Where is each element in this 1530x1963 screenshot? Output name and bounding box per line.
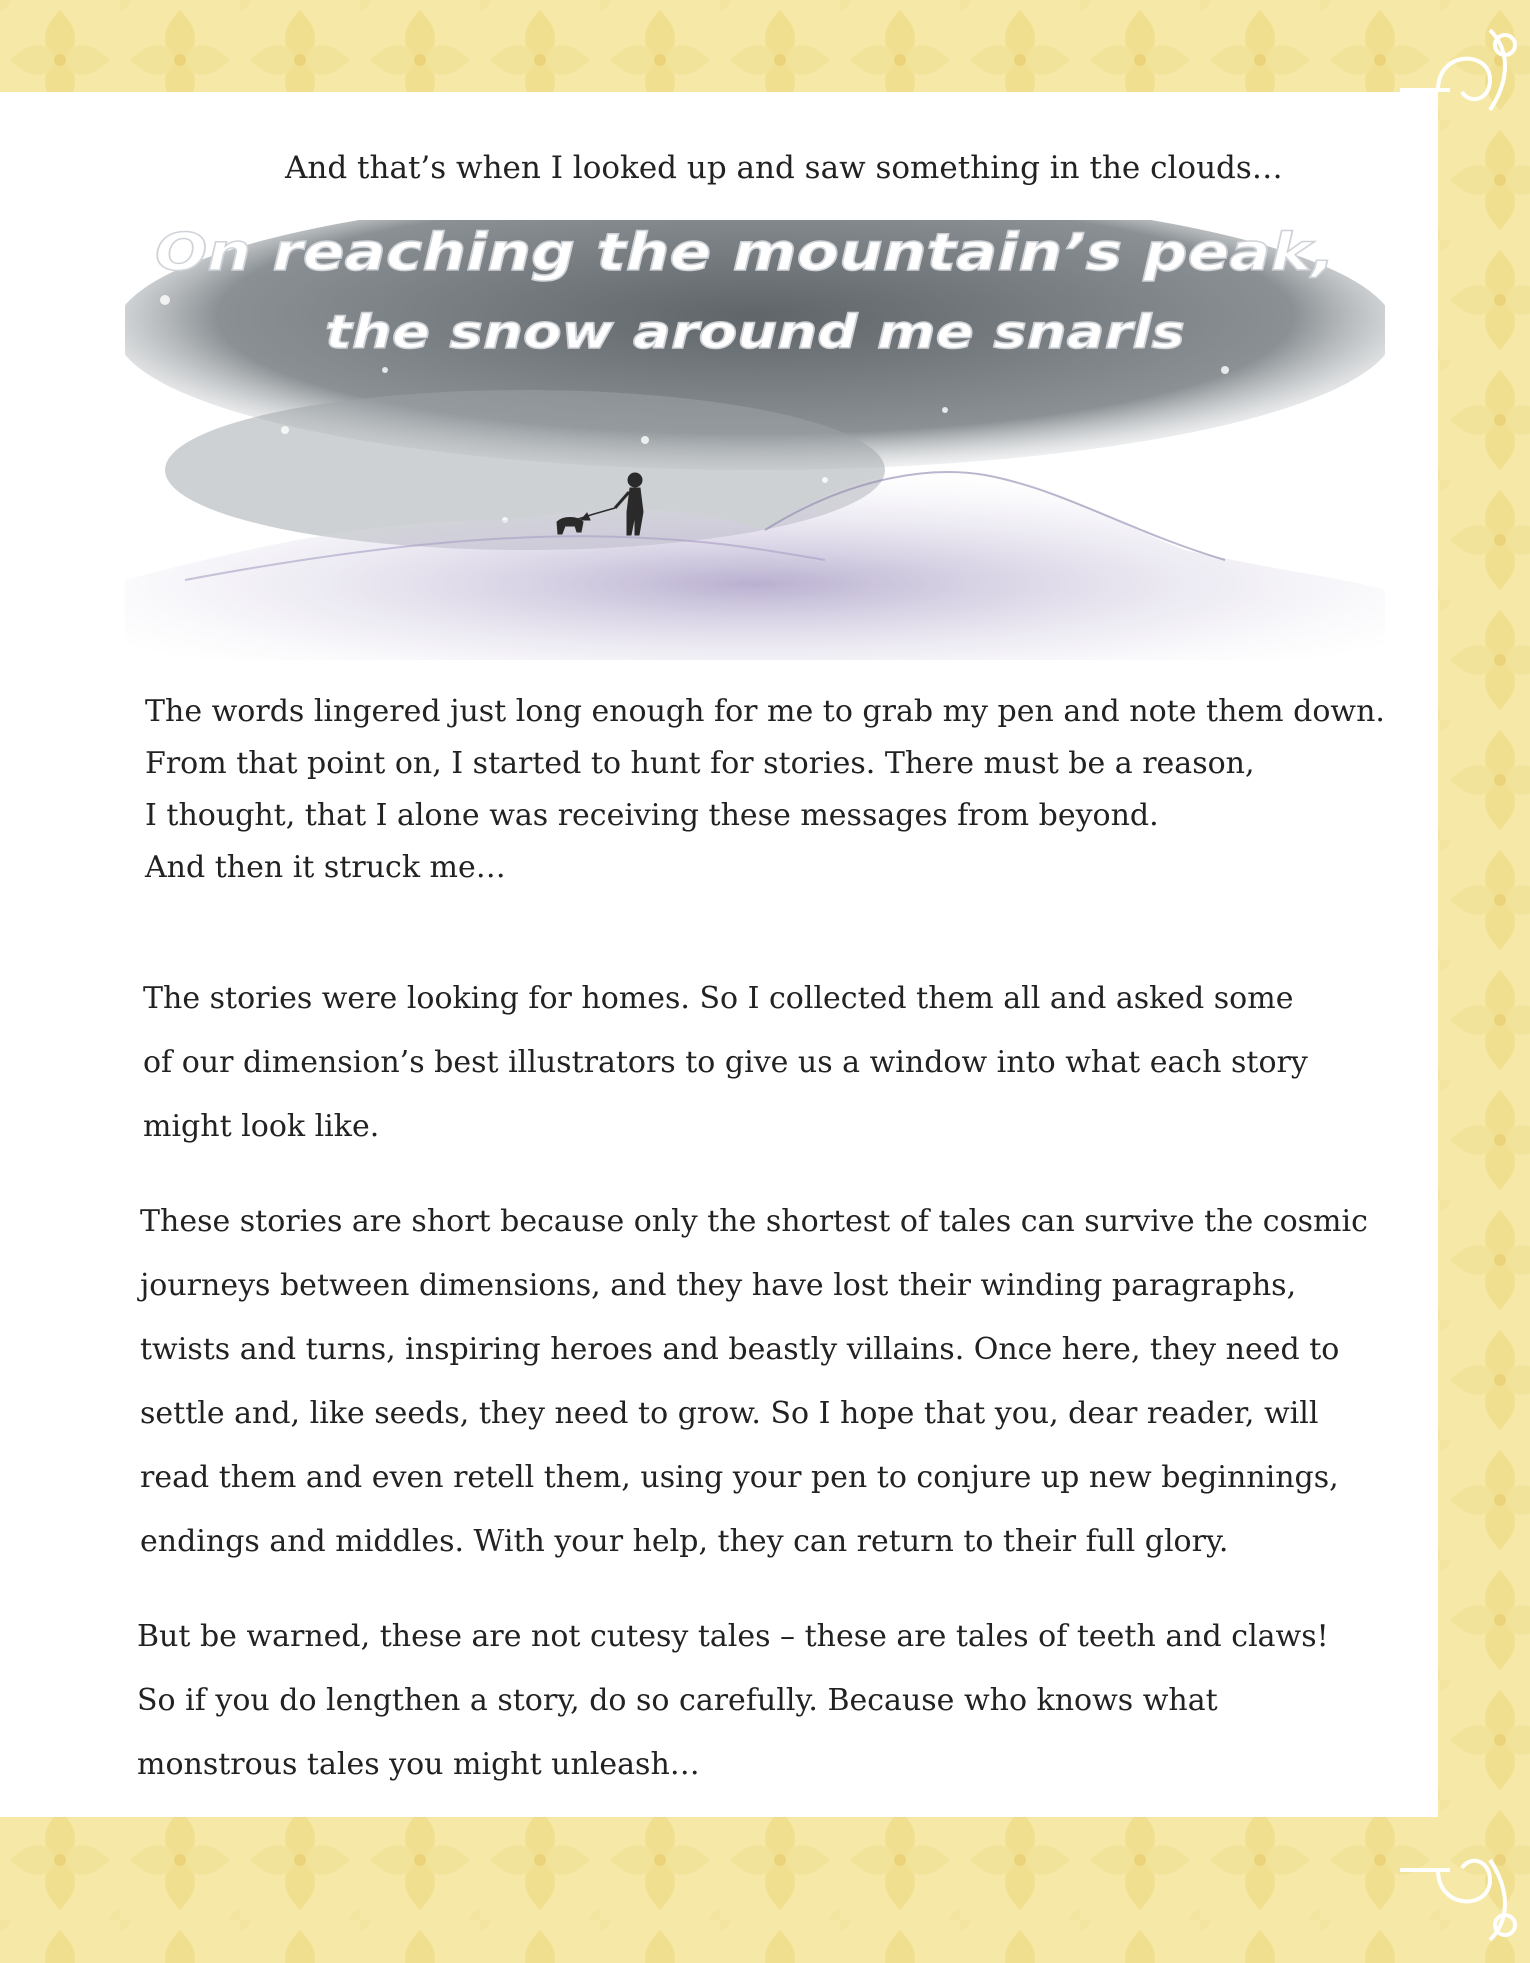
intro-line: And that’s when I looked up and saw something in the clouds… bbox=[285, 150, 1283, 186]
mountain-illustration bbox=[125, 220, 1385, 660]
paragraph-line: endings and middles. With your help, they can return to their full glory. bbox=[140, 1524, 1229, 1559]
paragraph-line: I thought, that I alone was receiving these messages from beyond. bbox=[145, 798, 1159, 833]
sky-words-line-2: the snow around me snarls bbox=[325, 305, 1185, 359]
corner-flourish-top-right bbox=[1390, 20, 1530, 130]
sky-words-line-1: On reaching the mountain’s peak, bbox=[155, 223, 1335, 283]
paragraph-line: The stories were looking for homes. So I collected them all and asked some bbox=[143, 981, 1294, 1016]
paragraph-line: read them and even retell them, using your pen to conjure up new beginnings, bbox=[140, 1460, 1339, 1495]
paragraph-line: So if you do lengthen a story, do so carefully. Because who knows what bbox=[137, 1683, 1218, 1718]
paragraph-line: From that point on, I started to hunt for stories. There must be a reason, bbox=[145, 746, 1255, 781]
paragraph-4 bbox=[137, 1605, 1329, 1797]
paragraph-2 bbox=[143, 967, 1308, 1159]
paragraph-line: might look like. bbox=[143, 1109, 380, 1144]
paragraph-line: journeys between dimensions, and they have lost their winding paragraphs, bbox=[140, 1268, 1297, 1303]
paragraph-line: monstrous tales you might unleash… bbox=[137, 1747, 700, 1782]
paragraph-line: But be warned, these are not cutesy tales – these are tales of teeth and claws! bbox=[137, 1619, 1329, 1654]
corner-flourish-bottom-right bbox=[1390, 1830, 1530, 1950]
paragraph-line: These stories are short because only the shortest of tales can survive the cosmic bbox=[140, 1204, 1368, 1239]
paragraph-3 bbox=[140, 1190, 1368, 1574]
paragraph-line: twists and turns, inspiring heroes and beastly villains. Once here, they need to bbox=[140, 1332, 1340, 1367]
paragraph-line: of our dimension’s best illustrators to give us a window into what each story bbox=[143, 1045, 1308, 1080]
paragraph-line: settle and, like seeds, they need to grow. So I hope that you, dear reader, will bbox=[140, 1396, 1319, 1431]
paragraph-1 bbox=[145, 686, 1385, 894]
paragraph-line: The words lingered just long enough for me to grab my pen and note them down. bbox=[145, 694, 1385, 729]
paragraph-line: And then it struck me… bbox=[145, 850, 506, 885]
